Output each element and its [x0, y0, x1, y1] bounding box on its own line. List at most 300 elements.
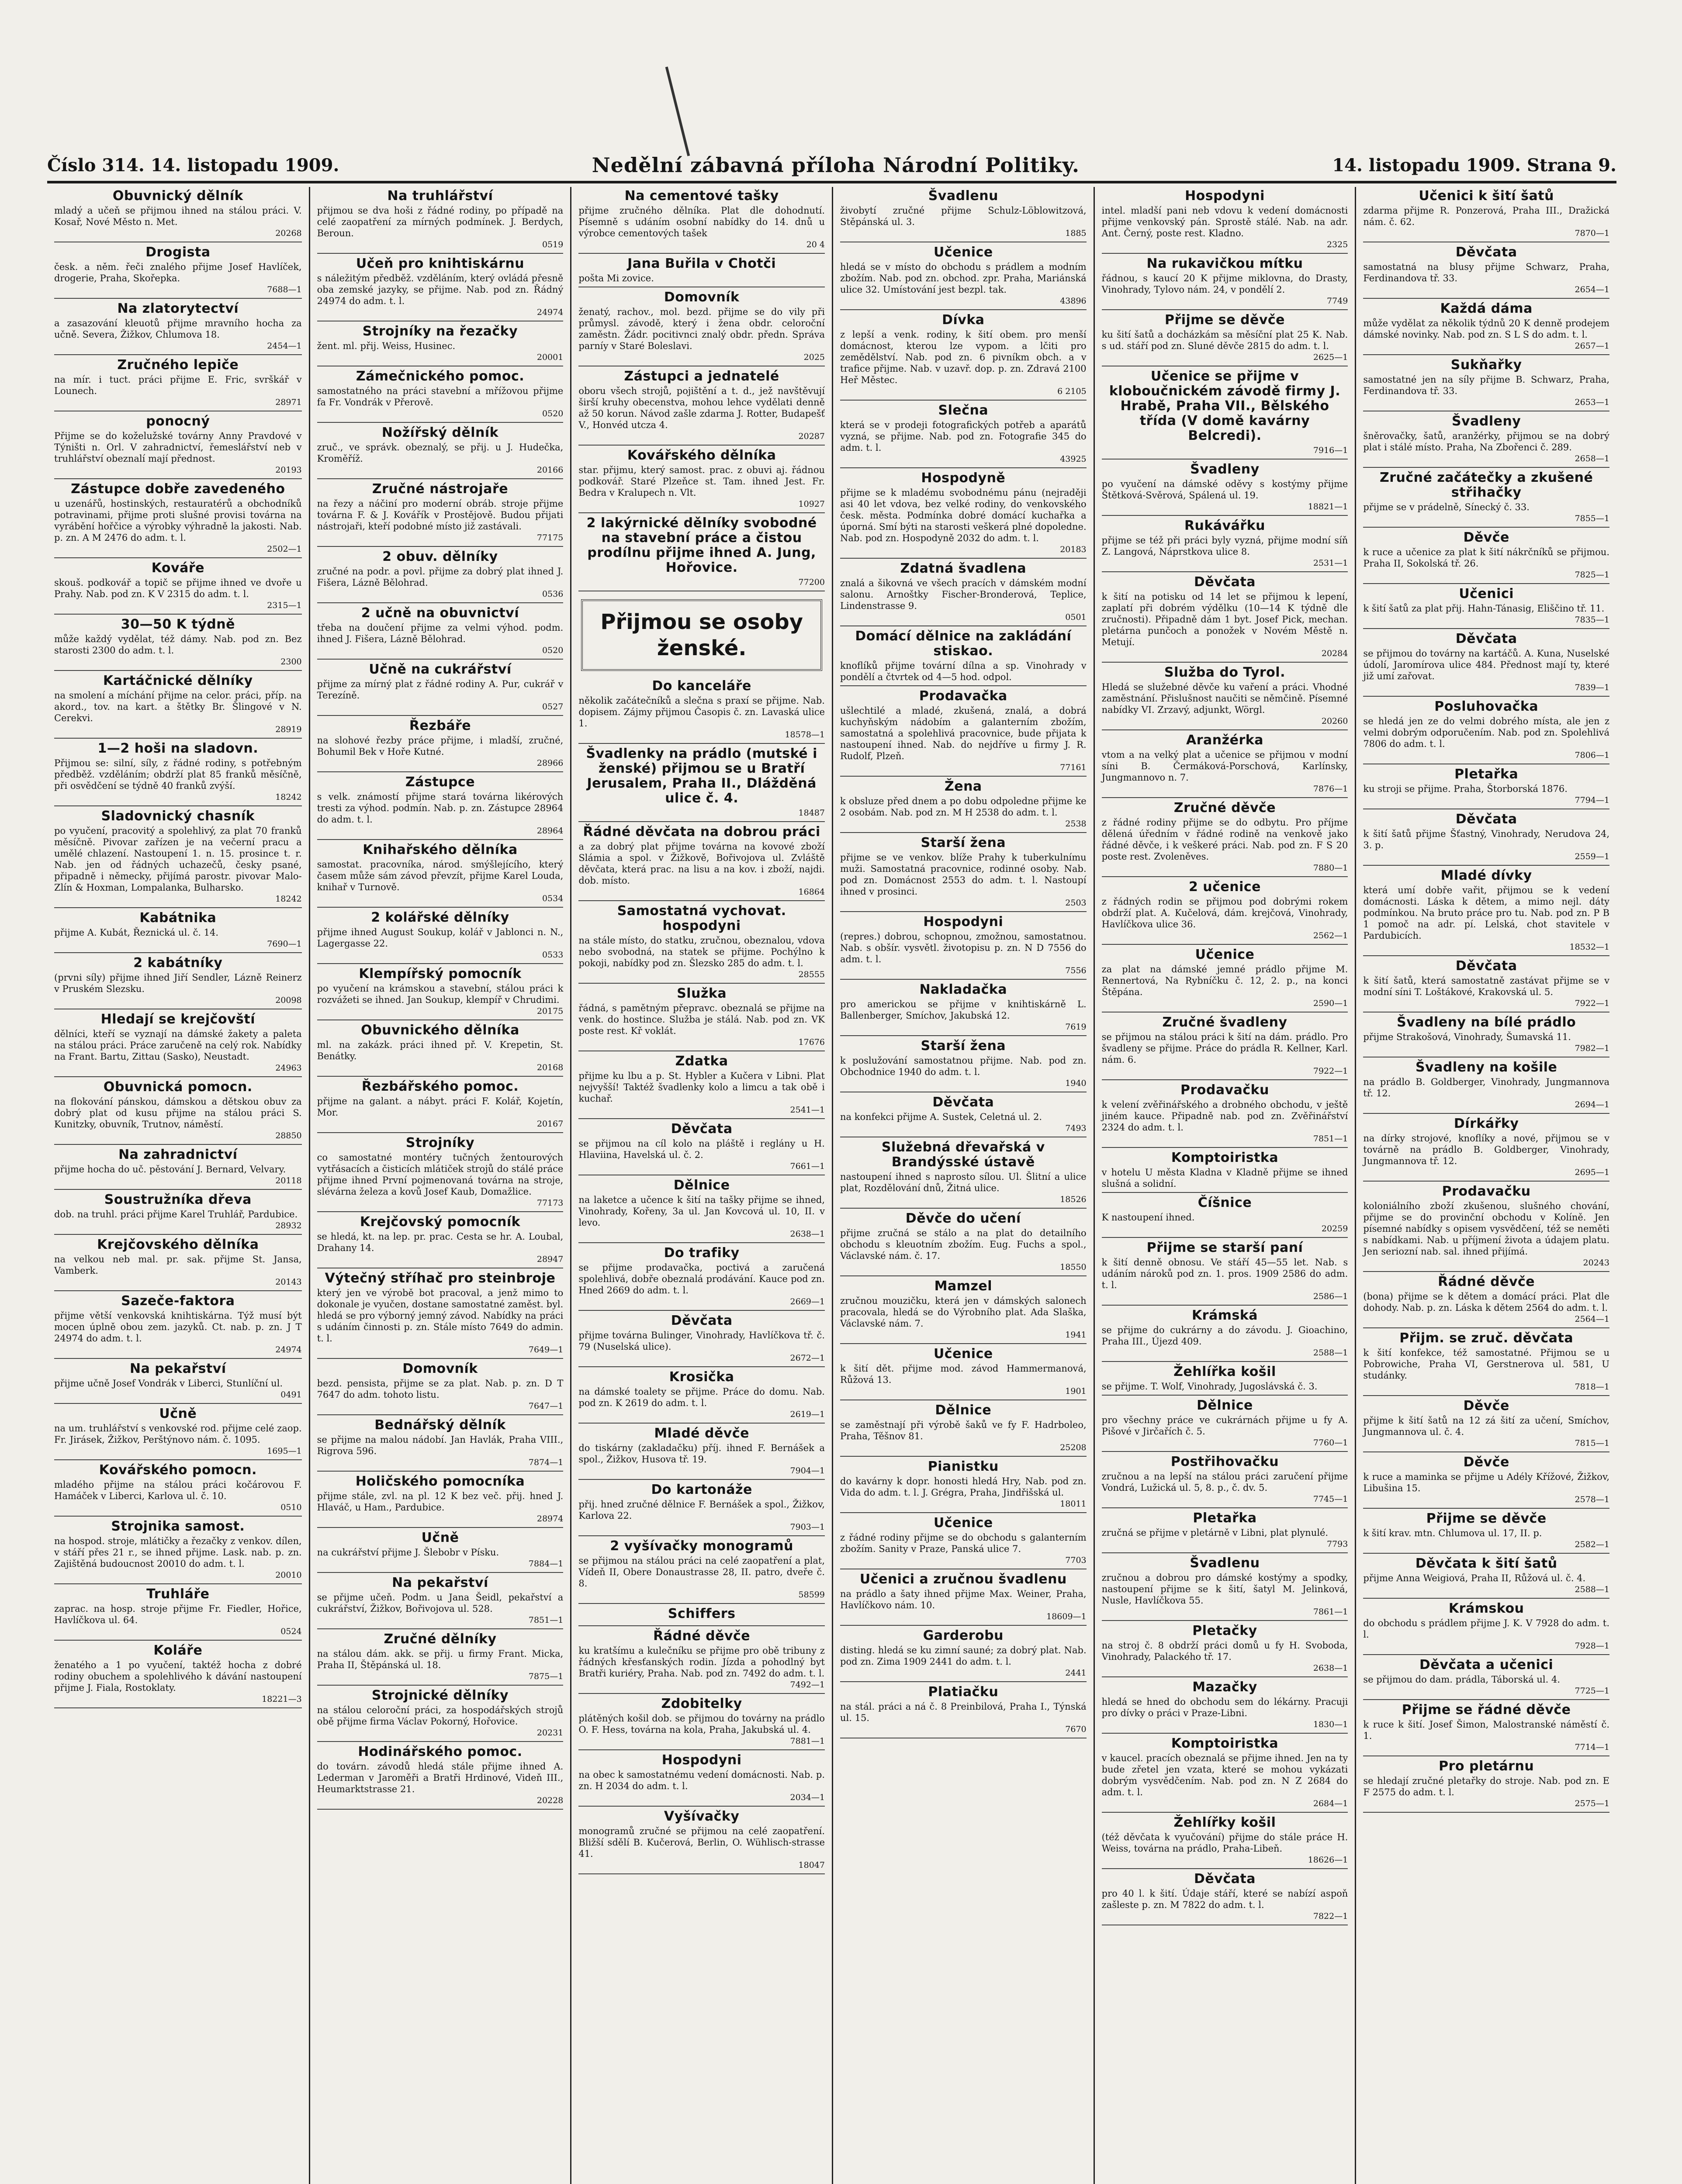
page-header — [47, 153, 1616, 183]
ad-heading: ponocný — [146, 414, 210, 429]
classified-ad — [840, 1459, 1087, 1513]
ad-code: 0527 — [542, 702, 564, 712]
ad-body: přijmou se dva hoši z řádné rodiny, po případě na celé zaopatření za mírných podmínek. J. Berdych, Beroun. — [317, 205, 564, 238]
classified-ad — [578, 1809, 825, 1874]
ad-body: po vyučení na krámskou a stavební, stálou práci k rozvážeti se ihned. Jan Soukup, klempíř v Chrudimi. — [317, 983, 564, 1005]
ad-body: na stál. práci a ná č. 8 Preinbilová, Praha I., Týnská ul. 15. — [840, 1701, 1087, 1723]
ad-heading: Řezbáře — [409, 718, 471, 733]
classified-ad — [1102, 1680, 1348, 1734]
ad-heading: Domovník — [664, 290, 740, 305]
classified-ad — [1363, 1060, 1609, 1114]
ad-body: skouš. podkovář a topič se přijme ihned ve dvoře u Prahy. Nab. pod zn. K V 2315 do adm. t. l. — [54, 577, 302, 599]
ad-body: přijme se též při práci byly vyzná, přijme modní síň Z. Langová, Náprstkova ulice 8. — [1101, 535, 1348, 557]
ad-body: pro americkou se přijme v knihtiskárně L. Ballenberger, Smíchov, Jakubská 12. — [840, 999, 1087, 1021]
classified-ad — [840, 1628, 1087, 1682]
ad-body: Přijmou se: silní, síly, z řádné rodiny, s potřebným předběž. vzděláním; obdrží plat 85 franků měsíčně, při osvědčení se týdně 40 franků zvýší. — [54, 758, 302, 791]
ad-code: 20193 — [275, 465, 302, 475]
ad-heading: Sukňařky — [1450, 357, 1522, 373]
ad-heading: Zástupce — [405, 774, 475, 790]
classified-ad — [840, 836, 1087, 912]
ad-code: 2315—1 — [267, 601, 302, 610]
ad-body: na prádlo a šaty ihned přijme Max. Weiner, Praha, Havlíčkovo nám. 10. — [840, 1589, 1087, 1610]
classified-ad — [54, 1147, 302, 1190]
ad-heading: Děvčata k šití šatů — [1415, 1556, 1557, 1571]
ad-code: 2658—1 — [1575, 454, 1609, 463]
classified-ad — [317, 369, 564, 423]
ad-body: na konfekci přijme A. Sustek, Celetná ul. 2. — [840, 1112, 1042, 1122]
ad-code: 1885 — [1065, 228, 1087, 238]
ad-heading: Sazeče-faktora — [121, 1293, 235, 1309]
ad-code: 0491 — [280, 1390, 302, 1400]
ad-code: 77175 — [536, 533, 564, 543]
classified-ad — [317, 324, 564, 366]
ad-body: pošta Mi zovice. — [578, 273, 654, 283]
classified-ad — [54, 617, 302, 671]
ad-heading: Schiffers — [668, 1606, 736, 1621]
ad-body: v hotelu U města Kladna v Kladně přijme se ihned slušná a solidní. — [1101, 1167, 1348, 1189]
ad-code: 2541—1 — [790, 1105, 825, 1115]
ad-heading: Komptoiristka — [1171, 1736, 1279, 1751]
ad-heading: Zástupci a jednatelé — [624, 369, 779, 384]
ad-body: se přijmou na cíl kolo na pláště i reglány u H. Hlaviina, Havelská ul. č. 2. — [578, 1138, 825, 1160]
pencil-mark — [665, 66, 690, 156]
classified-ad — [840, 915, 1087, 980]
ad-heading: Hledají se krejčovští — [100, 1012, 256, 1027]
classified-ad — [840, 1403, 1087, 1457]
ad-code: 2684—1 — [1313, 1799, 1348, 1808]
ad-code: 7876—1 — [1313, 784, 1348, 794]
ad-heading: Nakladačka — [919, 982, 1007, 997]
ad-code: 7690—1 — [267, 939, 302, 949]
ad-body: může vydělat za několik týdnů 20 K denně prodejem dámské novinky. Nab. pod zn. S L S do adm. t. l. — [1363, 318, 1609, 340]
ad-body: samostatná na blusy přijme Schwarz, Praha, Ferdinandova tř. 33. — [1363, 262, 1609, 283]
classified-ad — [578, 679, 825, 744]
ad-body: přijme hocha do uč. pěstování J. Bernard, Velvary. — [54, 1164, 286, 1175]
ad-code: 1830—1 — [1313, 1720, 1348, 1729]
ad-heading: Děvčata — [671, 1121, 733, 1137]
ad-heading: Slečna — [938, 403, 989, 418]
classified-ad — [54, 956, 302, 1009]
ad-heading: Děvčata — [1455, 631, 1517, 646]
classified-ad — [54, 1519, 302, 1584]
ad-body: na slohové řezby práce přijme, i mladší, zručné, Bohumil Bek v Hoře Kutné. — [317, 735, 564, 757]
classified-ad — [54, 414, 302, 479]
ad-code: 24963 — [275, 1063, 302, 1073]
ad-heading: Na truhlářství — [387, 188, 493, 204]
ad-heading: Výtečný stříhač pro steinbroje — [325, 1271, 556, 1286]
ad-code: 0519 — [542, 240, 564, 249]
classified-ad — [578, 1313, 825, 1367]
classified-ad — [1363, 1511, 1609, 1554]
ad-code: 0533 — [542, 950, 564, 960]
ad-heading: Služba do Tyrol. — [1164, 665, 1285, 680]
classified-ad — [578, 1539, 825, 1604]
ad-body: se přijme učeň. Podm. u Jana Šeidl, pekařství a cukrářství, Žižkov, Bořivojova ul. 528. — [317, 1592, 564, 1614]
ad-body: vtom a na velký plat a učenice se přijmou v modní síni B. Čermáková-Porschová, Karlínsky, Jungmannovo n. 7. — [1101, 750, 1348, 783]
ad-body: několik začátečníků a slečna s praxí se přijme. Nab. dopisem. Zájmy přijmou Časopis č. zn. Lavaská ulice 1. — [578, 695, 825, 729]
ad-body: na dámské toalety se přijme. Práce do domu. Nab. pod zn. K 2619 do adm. t. l. — [578, 1386, 825, 1408]
classified-ad — [317, 910, 564, 964]
ad-code: 18532—1 — [1569, 942, 1609, 952]
classified-ad — [1102, 189, 1348, 254]
ad-body: a zasazování kleuotů přijme mravního hocha za učně. Severa, Žižkov, Chlumova 18. — [54, 318, 302, 340]
ad-code: 2694—1 — [1575, 1100, 1609, 1109]
ad-heading: 1—2 hoši na sladovn. — [97, 741, 259, 756]
ad-heading: Bednářský dělník — [374, 1417, 506, 1433]
ad-body: hledá se hned do obchodu sem do lékárny. Pracuji pro dívky o práci v Praze-Libni. — [1101, 1697, 1348, 1718]
ad-heading: Švadleny — [1451, 414, 1521, 429]
ad-code: 2441 — [1065, 1668, 1087, 1678]
ad-body: na flokování pánskou, dámskou a dětskou obuv za dobrý plat od kusu přijme na stálou práci S. Kunitzky, obuvník, Trutnov, náměstí. — [54, 1096, 302, 1130]
classified-ad — [578, 256, 825, 287]
ad-heading: Strojníky — [405, 1135, 475, 1151]
classified-ad — [317, 549, 564, 603]
classified-ad — [840, 1572, 1087, 1626]
ad-code: 2619—1 — [790, 1410, 825, 1419]
classified-ad — [840, 1039, 1087, 1092]
header-issue: Číslo 314. 14. listopadu 1909. — [47, 155, 339, 176]
ad-heading: Mazačky — [1192, 1679, 1257, 1695]
ad-heading: Obuvnického dělníka — [361, 1023, 519, 1038]
classified-ad — [840, 189, 1087, 242]
ad-code: 20260 — [1321, 716, 1348, 726]
classified-ad — [54, 1463, 302, 1517]
ad-code: 2502—1 — [267, 544, 302, 554]
classified-ad — [1363, 1658, 1609, 1700]
ad-body: ku kratšímu a kulečníku se přijme pro obě tribuny z řádných křesťanských rodin. Jízda a pohodlný byt Bratři kuriéry, Praha. Nab. pod zn. 7492 do adm. t. l. — [578, 1645, 825, 1679]
ad-heading: 2 kolářské dělníky — [371, 910, 509, 925]
ad-heading: Hospodyni — [923, 914, 1004, 930]
ad-code: 77161 — [1060, 763, 1087, 772]
ad-code: 20231 — [536, 1728, 564, 1738]
ad-body: zručnou a dobrou pro dámské kostýmy a spodky, nastoupení přijme se k šití, šatyl M. Jelinková, Nusle, Havlíčkova 55. — [1101, 1572, 1348, 1606]
ad-body: star. přijmu, který samost. prac. z obuvi aj. řádnou podkovář. Staré Plzeňce st. Tam. ihned Jest. Fr. Bedra v Kralupech n. Vlt. — [578, 465, 825, 498]
ad-body: co samostatné montéry tučných žentourových vytřásacích a čisticích mlátiček strojů do stálé práce přijme ihned První pojmenovaná továrna na stroje, slévárna železa a kovů Josef Kaub, Domažlice. — [317, 1152, 564, 1197]
classified-ad — [1102, 369, 1348, 460]
ad-body: ženatý, rachov., mol. bezd. přijme se do vily při průmysl. závodě, který i žena obdr. celoroční zaměstn. Žádr. pocitivnci znalý obdr. předn. Správa parníy v Staré Boleslavi. — [578, 307, 825, 351]
ad-body: ženatého a 1 po vyučení, taktéž hocha z dobré rodiny obuchem a spolehlivého k dávání nastoupení přijme J. Fiala, Rostoklaty. — [54, 1660, 302, 1693]
classified-ad — [54, 1362, 302, 1404]
ad-body: zaprac. na hosp. stroje přijme Fr. Fiedler, Hořice, Havlíčkova ul. 64. — [54, 1603, 302, 1625]
classified-ad — [578, 369, 825, 446]
ad-heading: Učenice — [933, 245, 993, 260]
ad-code: 7818—1 — [1575, 1382, 1609, 1392]
ad-body: se přijme. T. Wolf, Vinohrady, Jugoslávská č. 3. — [1101, 1381, 1318, 1392]
ad-code: 7556 — [1065, 966, 1087, 975]
ad-body: k ruce a učenice za plat k šití nákrčníků se přijmou. Praha II, Sokolská tř. 26. — [1363, 547, 1609, 569]
ad-heading: Učenici — [1459, 586, 1514, 601]
ad-body: k šití denně obnosu. Ve stáří 45—55 let. Nab. s udáním nároků pod zn. 1. pros. 1909 2586 do adm. t. l. — [1101, 1257, 1348, 1290]
ad-code: 2638—1 — [1313, 1663, 1348, 1673]
classified-ad — [317, 425, 564, 479]
ad-heading: Strojníky na řezačky — [362, 324, 518, 339]
ad-code: 7619 — [1065, 1022, 1087, 1032]
ad-code: 2538 — [1065, 819, 1087, 829]
ad-code: 0520 — [542, 646, 564, 655]
ad-heading: Holičského pomocníka — [355, 1474, 525, 1489]
ad-heading: Žehlířka košil — [1173, 1364, 1276, 1379]
classified-ad — [317, 775, 564, 840]
ad-heading: Učně — [159, 1406, 197, 1421]
ad-body: řádná, s pamětným přepravc. obeznalá se přijme na venk. do hostince. Služba je stálá. Nab. pod zn. VK poste rest. Kř voklát. — [578, 1003, 825, 1036]
ad-heading: 2 vyšívačky monogramů — [610, 1538, 793, 1554]
classified-ad — [578, 986, 825, 1051]
ad-heading: Strojnické dělníky — [371, 1688, 509, 1703]
column-5 — [1094, 187, 1355, 2184]
ad-body: samostatného na práci stavební a mřížovou přijme fa Fr. Vondrák v Přerově. — [317, 386, 564, 408]
classified-ad — [1102, 1241, 1348, 1306]
ad-body: hledá se v místo do obchodu s prádlem a modním zbožím. Nab. pod zn. obchod. zpr. Praha, Mariánská ulice 32. Umístování jest bezpl. tak. — [840, 262, 1087, 295]
column-1 — [47, 187, 309, 2184]
ad-heading: Děvčata — [1455, 245, 1517, 260]
ad-code: 2586—1 — [1313, 1292, 1348, 1301]
ad-heading: Učenici k šití šatů — [1419, 188, 1554, 204]
ad-code: 43896 — [1060, 296, 1087, 306]
ad-heading: Řádné děvče — [653, 1628, 751, 1644]
ad-body: na laketce a učence k šití na tašky přijme se ihned, Vinohrady, Kořeny, 3a ul. Jan Kovcová ul. 10, II. v levo. — [578, 1195, 825, 1228]
ad-heading: Služka — [677, 986, 727, 1001]
ad-code: 7922—1 — [1575, 999, 1609, 1008]
ad-body: na stroj č. 8 obdrží práci domů u fy H. Svoboda, Vinohrady, Palackého tř. 17. — [1101, 1640, 1348, 1662]
ad-heading: Řezbářského pomoc. — [361, 1079, 519, 1094]
classified-ad — [1363, 1275, 1609, 1328]
ad-code: 0510 — [280, 1503, 302, 1512]
ad-heading: Pianistku — [928, 1459, 999, 1474]
ad-code: 2590—1 — [1313, 999, 1348, 1008]
ad-code: 7839—1 — [1575, 683, 1609, 692]
ad-heading: Na rukavičkou mítku — [1146, 256, 1303, 271]
ad-body: přijme Anna Weigiová, Praha II, Růžová ul. č. 4. — [1363, 1573, 1586, 1583]
ad-code: 28974 — [536, 1514, 564, 1524]
ad-heading: Dělnice — [1197, 1398, 1253, 1413]
ad-body: přijme ihned August Soukup, kolář v Jablonci n. N., Lagergasse 22. — [317, 927, 564, 949]
classified-ad — [1363, 632, 1609, 697]
ad-code: 7714—1 — [1575, 1742, 1609, 1752]
ad-body: zdarma přijme R. Ponzerová, Praha III., Dražická nám. č. 62. — [1363, 205, 1609, 227]
ad-heading: 2 učně na obuvnictví — [361, 605, 519, 621]
ad-body: přijme Strakošová, Vinohrady, Šumavská 11. — [1363, 1032, 1571, 1042]
ad-body: z řádné rodiny přijme se do obchodu s galanterním zbožím. Sanity v Praze, Panská ulice 7. — [840, 1532, 1087, 1554]
ad-body: k obsluze před dnem a po dobu odpoledne přijme ke 2 osobám. Nab. pod zn. M H 2538 do adm. t. l. — [840, 796, 1087, 818]
classified-ad — [578, 448, 825, 513]
ad-body: knoflíků přijme tovární dílna a sp. Vinohrady v pondělí a čtvrtek od 4—5 hod. odpol. — [840, 660, 1087, 682]
ad-body: zručnou mouzičku, která jen v dámských salonech pracovala, hledá se do Výrobního plat. Ada Slaška, Václavské nám. 7. — [840, 1296, 1087, 1329]
ad-heading: Do kanceláře — [652, 678, 751, 694]
ad-body: k šití konfekce, též samostatné. Přijmou se u Pobrowiche, Praha VI, Gerstnerova ul. 581, U studánky. — [1363, 1348, 1609, 1381]
ad-code: 0524 — [280, 1627, 302, 1636]
classified-ad — [317, 482, 564, 547]
ad-code: 7688—1 — [267, 285, 302, 294]
ad-heading: Prodavačku — [1442, 1184, 1531, 1199]
ad-body: se přijme prodavačka, poctivá a zaručená spolehlivá, dobře obeznalá prodávání. Kauce pod zn. Hned 2669 do adm. t. l. — [578, 1262, 825, 1296]
ad-code: 2325 — [1326, 240, 1348, 249]
classified-ad — [54, 1012, 302, 1077]
ad-heading: 30—50 K týdně — [121, 617, 235, 632]
ad-code: 18609—1 — [1046, 1612, 1087, 1621]
ad-body: mladý a učeň se přijmou ihned na stálou práci. V. Kosař, Nové Město n. Met. — [54, 205, 302, 227]
ad-code: 7749 — [1326, 296, 1348, 306]
ad-code: 43925 — [1060, 454, 1087, 464]
ad-heading: Pro pletárnu — [1439, 1759, 1534, 1774]
ad-heading: 2 obuv. dělníky — [382, 549, 498, 564]
ad-code: 7851—1 — [1313, 1134, 1348, 1144]
ad-code: 7825—1 — [1575, 570, 1609, 580]
ad-heading: Kovářského pomocn. — [99, 1462, 257, 1478]
ad-body: která se v prodeji fotografických potřeb a aparátů vyzná, se přijme. Nab. pod zn. Fotografie 345 do adm. t. l. — [840, 420, 1087, 453]
ad-heading: Přijme se děvče — [1164, 312, 1285, 328]
classified-ad — [54, 1237, 302, 1291]
ad-heading: Děvčata — [1455, 812, 1517, 827]
ad-code: 2695—1 — [1575, 1168, 1609, 1177]
ad-body: se přijmou do dam. prádla, Táborská ul. 4. — [1363, 1674, 1561, 1685]
ad-body: k poslužování samostatnou přijme. Nab. pod zn. Obchodnice 1940 do adm. t. l. — [840, 1055, 1087, 1077]
ad-body: do obchodu s prádlem přijme J. K. V 7928 do adm. t. l. — [1363, 1618, 1609, 1640]
ad-body: v kaucel. pracích obeznalá se přijme ihned. Jen na ty bude zřetel jen vzata, které se mohou vykázati dobrým vysvědčením. Nab. pod zn. N Z 2684 do adm. t. l. — [1101, 1753, 1348, 1797]
classified-ad — [1363, 414, 1609, 468]
ad-body: přijme ku lbu a p. St. Hybler a Kučera v Libni. Plat nejvyšší! Taktéž švadlenky kolo a limcu a tak obě i kuchař. — [578, 1071, 825, 1104]
ad-code: 1940 — [1065, 1078, 1087, 1088]
ad-code: 2562—1 — [1313, 931, 1348, 940]
ad-body: se přijmou na stálou práci k šití na dám. prádlo. Pro švadleny se přijme. Práce do prádla R. Kellner, Karl. nám. 6. — [1101, 1032, 1348, 1065]
column-4 — [832, 187, 1094, 2184]
ad-body: na smolení a míchání přijme na celor. práci, příp. na akord., tov. na kart. a štětky Br. Šlingové v N. Cerekvi. — [54, 690, 302, 723]
ad-heading: Postřihovačku — [1170, 1454, 1279, 1469]
ad-body: přijme stále, zvl. na pl. 12 K bez več. přij. hned J. Hlaváč, u Ham., Pardubice. — [317, 1491, 564, 1513]
ad-code: 2575—1 — [1575, 1799, 1609, 1808]
ad-body: šněrovačky, šatů, aranžérky, přijmou se na dobrý plat i stálé místo. Praha, Na Zbořenci č. 289. — [1363, 431, 1609, 453]
ad-code: 20168 — [536, 1063, 564, 1072]
classified-ad — [1102, 1872, 1348, 1925]
classified-ad — [1102, 1815, 1348, 1869]
ad-code: 18242 — [275, 894, 302, 904]
ad-code: 7822—1 — [1313, 1911, 1348, 1921]
ad-body: se přijme do cukrárny a do závodu. J. Gioachino, Praha III., Újezd 409. — [1101, 1325, 1348, 1347]
ad-code: 18626—1 — [1308, 1855, 1348, 1865]
classified-ad — [840, 779, 1087, 833]
ad-heading: Děvče do učení — [905, 1211, 1021, 1226]
ad-code: 0536 — [542, 589, 564, 599]
ad-heading: Mamzel — [934, 1279, 993, 1294]
ad-body: přijme zručného dělníka. Plat dle dohodnutí. Písemně s udáním osobní nabídky do 14. dnů u výrobce cementových tašek — [578, 205, 825, 238]
ad-body: na obec k samostatnému vedení domácnosti. Nab. p. zn. H 2034 do adm. t. l. — [578, 1769, 825, 1791]
ad-body: koloniálního zboží zkušenou, slušného chování, přijme se do provinční obchodu v Kolíně. Jen písemné nabídky s opisem vysvědčení, též se neměti s nabídkami. Nab. u příjmení života a údajem platu. Jen seriozní nab. sal. ihned přijímá. — [1363, 1201, 1609, 1257]
ad-body: zručnou a na lepší na stálou práci zaručení přijme Vondrá, Lužická ul. 5, 8. p., č. dv. 5. — [1101, 1471, 1348, 1493]
ad-body: z lepší a venk. rodiny, k šití obem. pro menší domácnost, kterou lze vypom. a lčiti pro zemědělství. Nab. pod zn. 6 pivníkm obch. a v trafice přijme. Nab. v uzavř. dop. p. zn. Zdravá 2100 Heř Městec. — [840, 329, 1087, 385]
classified-ad — [317, 843, 564, 908]
classified-ad — [578, 1370, 825, 1424]
ad-body: po vyučení na dámské oděvy s kostýmy přijme Štětková-Svěrová, Spálená ul. 19. — [1101, 479, 1348, 501]
ad-heading: Švadleny na košile — [1415, 1060, 1557, 1075]
ad-body: zruč., ve správk. obeznalý, se přij. u J. Hudečka, Kroměříž. — [317, 442, 564, 464]
classified-ad — [54, 809, 302, 908]
ad-body: monogramů zručné se přijmou na celé zaopatření. Bližší sdělí B. Kučerová, Berlin, O. Wühlisch-strasse 41. — [578, 1826, 825, 1859]
ad-heading: Rukávářku — [1184, 518, 1266, 533]
classified-ad — [840, 561, 1087, 626]
ad-body: řádnou, s kaucí 20 K přijme miklovna, do Drasty, Vinohrady, Tylovo nám. 24, v pondělí 2. — [1101, 273, 1348, 295]
classified-ad — [1363, 301, 1609, 355]
ad-code: 2582—1 — [1575, 1540, 1609, 1549]
ad-code: 2657—1 — [1575, 341, 1609, 351]
ad-body: Hledá se služebné děvče ku vaření a práci. Vhodné zaměstnání. Přislušnost naučiti se němčině. Písemné nabídky VI. Zrzavý, adjunkt, Wörgl. — [1101, 682, 1348, 715]
ad-body: k ruce a maminka se přijme u Adély Křížové, Žižkov, Libušina 15. — [1363, 1472, 1609, 1493]
ad-code: 18487 — [798, 808, 825, 818]
classified-ad — [578, 825, 825, 901]
ad-body: na stále místo, do statku, zručnou, obeznalou, vdova nebo svobodná, na statek se přijme. Pochýlno k pokoji, nabídky pod zn. Šlezsko 285 do adm. t. l. — [578, 935, 825, 968]
classified-ad — [578, 1246, 825, 1311]
ad-code: 28555 — [798, 970, 825, 979]
ad-heading: Švadleny na bílé prádlo — [1397, 1015, 1576, 1030]
ad-body: z řádné rodiny přijme se do odbytu. Pro příjme dělená úředním v řádné rodině na venkově jako řádné děvče, i k veškeré práci. Nab. pod zn. F S 20 poste rest. Zvoleněves. — [1101, 817, 1348, 862]
ad-code: 0520 — [542, 409, 564, 418]
ad-code: 7874—1 — [528, 1458, 564, 1467]
ad-body: na dírky strojové, knoflíky a nové, přijmou se v továrně na prádlo B. Goldberger, Vinohrady, Jungmannova tř. 12. — [1363, 1133, 1609, 1166]
classified-ad — [54, 1294, 302, 1359]
ad-code: 2559—1 — [1575, 852, 1609, 861]
column-6 — [1355, 187, 1616, 2184]
classified-ad — [317, 1023, 564, 1077]
classified-ad — [54, 1587, 302, 1641]
ad-heading: Na cementové tašky — [624, 188, 779, 204]
classified-ad — [54, 741, 302, 806]
ad-code: 20259 — [1321, 1224, 1348, 1234]
classified-ad — [1102, 1083, 1348, 1148]
classified-ad — [1363, 1601, 1609, 1655]
classified-ad — [54, 1192, 302, 1235]
ad-heading: Švadlenky na prádlo (mutské i ženské) přijmou se u Bratří Jerusalem, Praha II., Dlážděná ulice č. 4. — [586, 746, 817, 806]
ad-heading: Zručné nástrojaře — [372, 481, 509, 497]
ad-code: 18011 — [1060, 1499, 1087, 1509]
classified-ad — [1102, 1624, 1348, 1677]
ad-code: 77173 — [536, 1198, 564, 1208]
ad-code: 20228 — [536, 1796, 564, 1805]
ad-code: 18047 — [798, 1860, 825, 1870]
ad-body: na mír. i tuct. práci přijme E. Fric, svrškář v Lounech. — [54, 374, 302, 396]
ad-heading: Na pekařství — [130, 1361, 226, 1376]
ad-heading: Přijme se děvče — [1426, 1511, 1547, 1526]
ad-body: k šití dět. přijme mod. závod Hammermanová, Růžová 13. — [840, 1363, 1087, 1385]
ad-heading: Děvče — [1463, 1455, 1509, 1470]
ad-heading: Číšnice — [1197, 1195, 1252, 1210]
ad-body: přij. hned zručné dělnice F. Bernášek a spol., Žižkov, Karlova 22. — [578, 1499, 825, 1521]
classified-ad — [1102, 1308, 1348, 1362]
ad-heading: Pletařka — [1454, 767, 1519, 782]
ad-code: 18526 — [1060, 1195, 1087, 1204]
classified-ad — [578, 516, 825, 591]
classified-ad — [1102, 256, 1348, 310]
classified-ad — [54, 1406, 302, 1460]
ad-code: 2300 — [280, 657, 302, 667]
ad-code: 77200 — [798, 577, 825, 587]
ad-code: 7794—1 — [1575, 795, 1609, 805]
ad-heading: Kabátnika — [139, 910, 217, 926]
classified-ad — [317, 1531, 564, 1573]
classified-ad — [1363, 699, 1609, 764]
classified-ad — [1363, 959, 1609, 1013]
classified-ad — [1102, 313, 1348, 366]
ad-heading: Obuvnická pomocn. — [103, 1079, 253, 1095]
ad-body: oboru všech strojů, pojištění a t. d., jež navštěvují širší kruhy obecenstva, mohou lehce vydělati denně až 50 korun. Návod zašle zdarma J. Rotter, Budapešť V., Honvéd utcza 4. — [578, 386, 825, 430]
ad-code: 2454—1 — [267, 341, 302, 351]
ad-code: 1695—1 — [267, 1446, 302, 1456]
ad-code: 7922—1 — [1313, 1066, 1348, 1076]
classified-ad — [317, 1136, 564, 1212]
ad-heading: Zástupce dobře zavedeného — [71, 481, 285, 497]
ad-code: 28966 — [536, 758, 564, 768]
ad-heading: Žehlířky košil — [1173, 1815, 1276, 1830]
classified-ad — [54, 482, 302, 558]
ad-heading: Děvče — [1463, 1398, 1509, 1413]
ad-heading: Zručné švadleny — [1162, 1015, 1287, 1030]
